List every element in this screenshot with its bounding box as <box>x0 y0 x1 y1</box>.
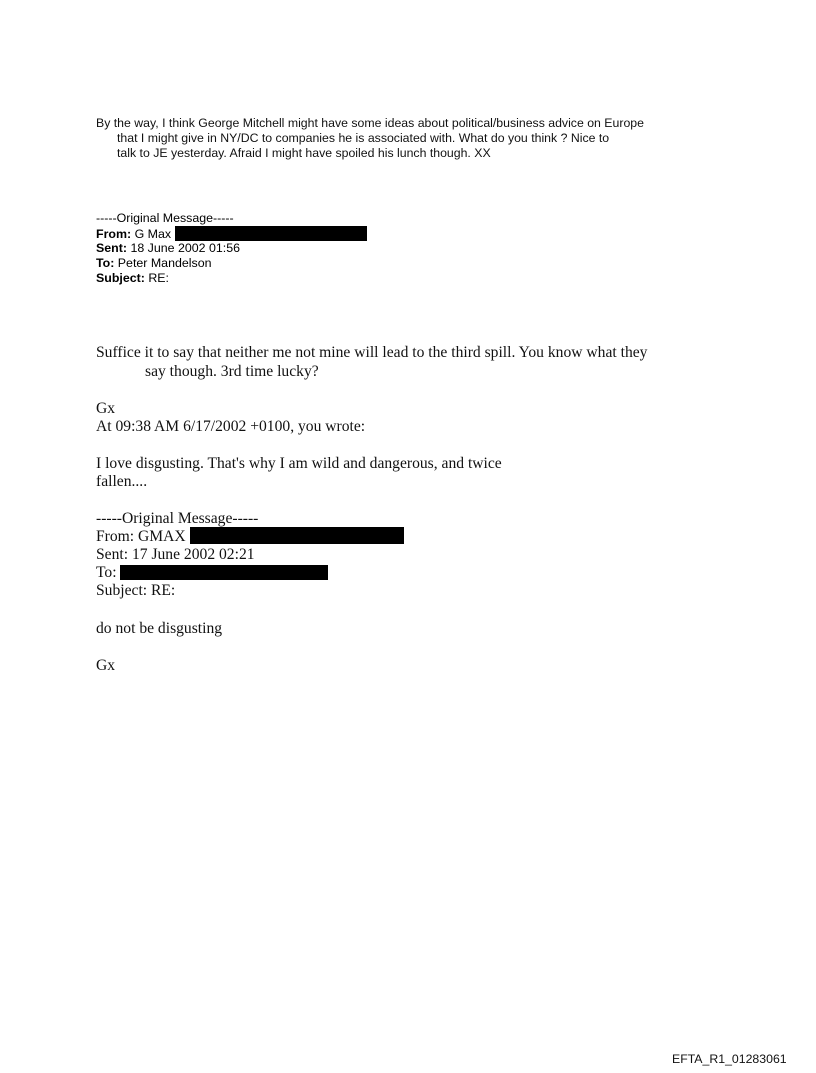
to-value: Peter Mandelson <box>117 256 212 270</box>
message-line-1: Suffice it to say that neither me not mine will lead to the third spill. You know what they <box>96 344 648 361</box>
original-message-separator-2: -----Original Message----- <box>96 510 259 527</box>
subject-label: Subject: <box>96 271 145 285</box>
quoted-line-2: fallen.... <box>96 473 148 490</box>
from-line <box>96 226 367 241</box>
quoted-line-1: I love disgusting. That's why I am wild and dangerous, and twice <box>96 455 502 472</box>
to-line-2 <box>96 563 328 582</box>
subject-line-2: Subject: RE: <box>96 582 176 599</box>
quote-intro: At 09:38 AM 6/17/2002 +0100, you wrote: <box>96 418 366 435</box>
subject-value: RE: <box>148 271 169 285</box>
intro-line-3: talk to JE yesterday. Afraid I might have spoiled his lunch though. XX <box>117 146 491 160</box>
document-id: EFTA_R1_01283061 <box>672 1052 787 1066</box>
intro-line-2: that I might give in NY/DC to companies he is associated with. What do you think ? Nice to <box>117 131 610 145</box>
from-line-2 <box>96 527 404 546</box>
subject-line <box>96 271 169 285</box>
sent-label: Sent: <box>96 241 127 255</box>
intro-line-1: By the way, I think George Mitchell might have some ideas about political/business advice on Europe <box>96 116 644 130</box>
from-text-2: From: GMAX <box>96 528 186 545</box>
redaction-bar-2 <box>190 527 404 544</box>
final-signoff: Gx <box>96 657 116 674</box>
sent-value: 18 June 2002 01:56 <box>130 241 240 255</box>
original-message-separator: -----Original Message----- <box>96 211 234 225</box>
signoff: Gx <box>96 400 116 417</box>
sent-line-2: Sent: 17 June 2002 02:21 <box>96 546 255 563</box>
from-label: From: <box>96 227 132 241</box>
final-message: do not be disgusting <box>96 620 223 637</box>
to-label: To: <box>96 256 115 270</box>
to-line <box>96 256 211 270</box>
redaction-bar <box>175 226 367 241</box>
sent-line <box>96 241 240 255</box>
from-value: G Max <box>134 227 172 241</box>
message-line-2: say though. 3rd time lucky? <box>145 363 319 380</box>
to-text-2: To: <box>96 564 117 581</box>
redaction-bar-3 <box>120 565 328 580</box>
